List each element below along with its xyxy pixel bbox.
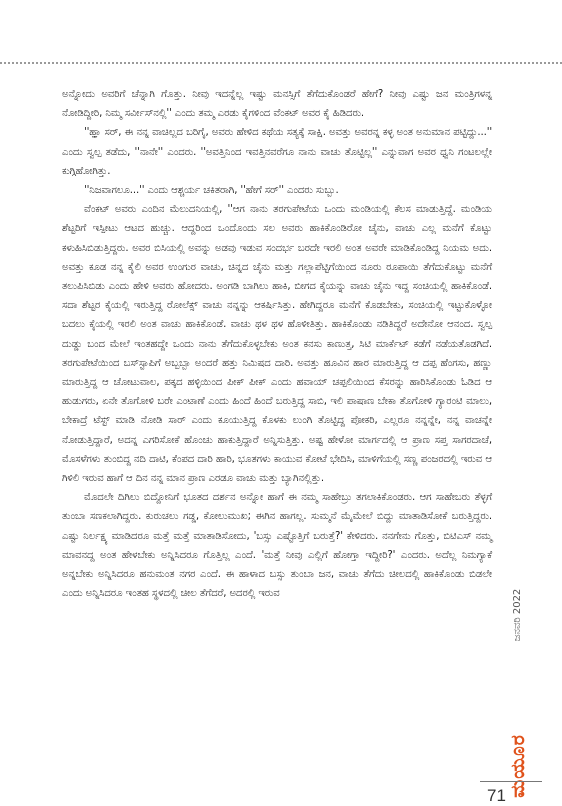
magazine-logo: ಮಯೂರ bbox=[507, 734, 529, 798]
article-body bbox=[62, 85, 492, 603]
paragraph: ವೆಂಕಟ್ ಅವರು ಎಂದಿನ ಮೆಲುದನಿಯಲ್ಲಿ, ''ಆಗ ನಾನು ತರಗುಪೇಟೆಯ ಒಂದು ಮಂಡಿಯಲ್ಲಿ ಕೆಲಸ ಮಾಡುತ್ತಿದ್ದೆ. ಮಂಡಿಯ ಶೆಟ್ಟರಿಗೆ ಇಸ್ಪೀಟು ಆಟದ ಹುಚ್ಚು. ಆದ್ದರಿಂದ ಒಂದೊಂದು ಸಲ ಅವರು ಹಾಕಿಕೊಂಡಿರೋ ಚೈನು, ವಾಚು ಎಲ್ಲ ಮನೆಗೆ ಕೊಟ್ಟು ಕಳುಹಿಸಿಬಿಡುತ್ತಿದ್ದರು. ಅವರ ಬಿಸಿಯಲ್ಲಿ ಅವನ್ನು ಅಡವು ಇಡುವ ಸಂದರ್ಭ ಬರದೇ ಇರಲಿ ಅಂತ ಅವರೇ ಮಾಡಿಕೊಂಡಿದ್ದ ನಿಯಮ ಅದು. ಅವತ್ತು ಕೂಡ ನನ್ನ ಕೈಲಿ ಅವರ ಉಂಗುರ ವಾಚು, ಚಿನ್ನದ ಚೈನು ಮತ್ತು ಗಲ್ಲಾಪೆಟ್ಟಿಗೆಯಿಂದ ನೂರು ರೂಪಾಯಿ ತೆಗೆದುಕೊಟ್ಟು ಮನೆಗೆ ತಲುಪಿಸಿಬಿಡು ಎಂದು ಹೇಳಿ ಅವರು ಹೋದರು. ಅಂಗಡಿ ಬಾಗಿಲು ಹಾಕಿ, ಬೀಗದ ಕೈಯನ್ನು ವಾಚು ಚೈನು ಇದ್ದ ಸಂಚಿಯಲ್ಲಿ ಹಾಕಿಕೊಂಡೆ. ಸದಾ ಶೆಟ್ಟರ ಕೈಯಲ್ಲಿ ಇರುತ್ತಿದ್ದ ರೋಲೆಕ್ಸ್ ವಾಚು ನನ್ನನ್ನು ಆಕರ್ಷಿಸಿತ್ತು. ಹೇಗಿದ್ದರೂ ಮನೆಗೆ ಕೊಡಬೇಕು, ಸಂಚಿಯಲ್ಲಿ ಇಟ್ಟುಕೊಳ್ಳೋ ಬದಲು ಕೈಯಲ್ಲಿ ಇರಲಿ ಅಂತ ವಾಚು ಹಾಕಿಕೊಂಡೆ. ವಾಚು ಥಳ ಥಳ ಹೊಳೀತಿತ್ತು. ಹಾಕಿಕೊಂಡು ನಡಿತಿದ್ದರೆ ಅದೇನೋ ಆನಂದ. ಸ್ವಲ್ಪ ದುಡ್ಡು ಬಂದ ಮೇಲೆ ಇಂತಹದ್ದೇ ಒಂದು ನಾನು ತೆಗೆದುಕೊಳ್ಳಬೇಕು ಅಂತ ಕನಸು ಕಾಣುತ್ತ, ಸಿಟಿ ಮಾರ್ಕೆಟ್ ಕಡೆಗೆ ನಡೆಯತೊಡಗಿದೆ. ತರಗುಪೇಟೆಯಿಂದ ಬಸ್‌ಸ್ಟಾಪಿಗೆ ಅಬ್ಬಬ್ಬಾ ಅಂದರೆ ಹತ್ತು ನಿಮಿಷದ ದಾರಿ. ಅವತ್ತು ಹೂವಿನ ಹಾರ ಮಾರುತ್ತಿದ್ದ ಆ ದಪ್ಪ ಹೆಂಗಸು, ಹಣ್ಣು ಮಾರುತ್ತಿದ್ದ ಆ ಚೋಟುವಾಲ, ಪಕ್ಕದ ಹಳ್ಳಿಯಿಂದ ಪೀಕ್ ಪೀಕ್ ಎಂದು ಹವಾಯ್ ಚಪ್ಪಲಿಯಿಂದ ಕೆಸರನ್ನು ಹಾರಿಸಿಕೊಂಡು ಓಡಿದ ಆ ಹುಡುಗರು, ಏನೇ ತೊಗೋಳಿ ಬರೇ ಎಂಟಾಣೆ ಎಂದು ಹಿಂದೆ ಹಿಂದೆ ಬರುತ್ತಿದ್ದ ಸಾಬಿ, ಇಲಿ ಪಾಷಾಣ ಬೇಕಾ ತೊಗೋಳಿ ಗ್ಯಾರಂಟಿ ಮಾಲು, ಬೇಕಾದ್ರೆ ಟೆಸ್ಟ್ ಮಾಡಿ ನೋಡಿ ಸಾರ್ ಎಂದು ಕೂಯುತ್ತಿದ್ದ ಕೊಳಕು ಲುಂಗಿ ತೊಟ್ಟಿದ್ದ ಪೋಕರಿ, ಎಲ್ಲರೂ ನನ್ನನ್ನೇ, ನನ್ನ ವಾಚನ್ನೇ ನೋಡುತ್ತಿದ್ದಾರೆ, ಅದನ್ನ ಎಗರಿಸೋಕೆ ಹೊಂಚು ಹಾಕುತ್ತಿದ್ದಾರೆ ಅನ್ನಿಸುತ್ತಿತ್ತು. ಅಷ್ಟ ಹೇಳೋ ಮಾರ್ಗದಲ್ಲಿ ಆ ಪ್ರಾಣ ಸಪ್ತ ಸಾಗರದಾಚೆ, ಮೊಸಳೆಗಳು ತುಂಬಿದ್ದ ನದಿ ದಾಟಿ, ಕೆಂಪದ ದಾರಿ ಹಾರಿ, ಭೂತಗಳು ಕಾಯುವ ಕೋಟೆ ಭೇದಿಸಿ, ಮಾಳಿಗೆಯಲ್ಲಿ ಸಣ್ಣ ಪಂಜರದಲ್ಲಿ ಇರುವ ಆ ಗಿಳಿಲಿ ಇರುವ ಹಾಗೆ ಆ ದಿನ ನನ್ನ ಮಾನ ಪ್ರಾಣ ಎರಡೂ ವಾಚು ಮತ್ತು ಬ್ಯಾಗಿನಲ್ಲಿತ್ತು. bbox=[62, 204, 492, 485]
issue-date: ಜನವರಿ 2022 bbox=[512, 588, 523, 642]
paragraph: ''ನಿಜವಾಗಲೂ...'' ಎಂದು ಆಶ್ಚರ್ಯ ಚಕಿತರಾಗಿ, ''ಹೇಗೆ ಸರ್'' ಎಂದರು ಸುಬ್ಬು. bbox=[84, 185, 339, 197]
paragraph: ಅನ್ನೋದು ಅವರಿಗೆ ಚೆನ್ನಾಗಿ ಗೊತ್ತು. ನೀವು ಇದನ್ನೆಲ್ಲ ಇಷ್ಟು ಮನಸ್ಸಿಗೆ ತೆಗೆದುಕೊಂಡರೆ ಹೇಗೆ? ನೀವು ಎಷ್ಟು ಜನ ಮಂತ್ರಿಗಳನ್ನ ನೋಡಿದ್ದೀರಿ, ನಿಮ್ಮ ಸರ್ವೀಸ್‌ನಲ್ಲಿ'' ಎಂದು ತಮ್ಮ ಎರಡು ಕೈಗಳಿಂದ ವೆಂಕಟ್ ಅವರ ಕೈ ಹಿಡಿದರು. bbox=[62, 89, 492, 120]
magazine-sidebar bbox=[500, 568, 530, 798]
top-dotted-rule bbox=[0, 62, 562, 64]
page-number: 71 bbox=[487, 786, 506, 805]
paragraph: ''ಹ್ಞಾ ಸರ್, ಈ ನನ್ನ ವಾಚಿಲ್ಲದ ಬರಿಗೈ, ಅವರು ಹೇಳಿದ ಕಥೆಯ ಸತ್ಯಕ್ಕೆ ಸಾಕ್ಷಿ. ಅವತ್ತು ಅವರನ್ನ ಕಳ್ಳ ಅಂತ ಅನುಮಾನ ಪಟ್ಟಿದ್ದು...'' ಎಂದು ಸ್ವಲ್ಪ ತಡೆದು, ''ನಾನೇ'' ಎಂದರು. ''ಅವತ್ತಿನಿಂದ ಇವತ್ತಿನವರೆಗೂ ನಾನು ವಾಚು ತೊಟ್ಟಿಲ್ಲ'' ಎನ್ನುವಾಗ ಅವರ ಧ್ವನಿ ಗಂಟಲಲ್ಲೇ ಕುಗ್ಗಿಹೋಗಿತ್ತು. bbox=[62, 127, 492, 177]
paragraph: ಮೊದಲೇ ದಿಗಿಲು ಬಿದ್ದೋನಿಗೆ ಭೂತದ ದರ್ಶನ ಅನ್ನೋ ಹಾಗೆ ಈ ನಮ್ಮ ಸಾಹೇಬ್ರು ತಗಲಾಕಿಕೊಂಡರು. ಆಗ ಸಾಹೇಬರು ತೆಳ್ಳಗೆ ತುಂಬಾ ಸಣಕಲಾಗಿದ್ದರು. ಕುರುಚಲು ಗಡ್ಡ, ಕೋಲುಮುಖ; ಈಗಿನ ಹಾಗಲ್ಲ. ಸುಮ್ಮನೆ ಮೈಮೇಲೆ ಬಿದ್ದು ಮಾತಾಡಿಸೋಕೆ ಬರುತ್ತಿದ್ದರು. ಎಷ್ಟು ನಿರ್ಲಕ್ಷ್ಯ ಮಾಡಿದರೂ ಮತ್ತೆ ಮತ್ತೆ ಮಾತಾಡಿಸೋದು, 'ಬಸ್ಸು ಎಷ್ಟೊತ್ತಿಗೆ ಬರುತ್ತೆ?' ಕೇಳಿದರು. ನನಗೇನು ಗೊತ್ತು, ಬಿಟಿಎಸ್ ನಮ್ಮ ಮಾವನದ್ದ ಅಂತ ಹೇಳಬೇಕು ಅನ್ನಿಸಿದರೂ ಗೊತ್ತಿಲ್ಲ ಎಂದೆ. 'ಮತ್ತೆ ನೀವು ಎಲ್ಲಿಗೆ ಹೋಗ್ತಾ ಇದ್ದೀರಿ?' ಎಂದರು. ಅದೆಲ್ಲ ನಿಮಗ್ಯಾಕೆ ಅನ್ನಬೇಕು ಅನ್ನಿಸಿದರೂ ಹನುಮಂತ ನಗರ ಎಂದೆ. ಈ ಹಾಳಾದ ಬಸ್ಸು ತುಂಬಾ ಜನ, ವಾಚು ತೆಗೆದು ಚೀಲದಲ್ಲಿ ಹಾಕಿಕೊಂಡು ಬಿಡಲೇ ಎಂದು ಅನ್ನಿಸಿದರೂ ಇಂತಹ ಸ್ಥಳದಲ್ಲಿ ಚೀಲ ತೆಗೆದರೆ, ಅದರಲ್ಲಿ ಇರುವ bbox=[62, 492, 492, 600]
page-number-rule bbox=[480, 781, 542, 782]
